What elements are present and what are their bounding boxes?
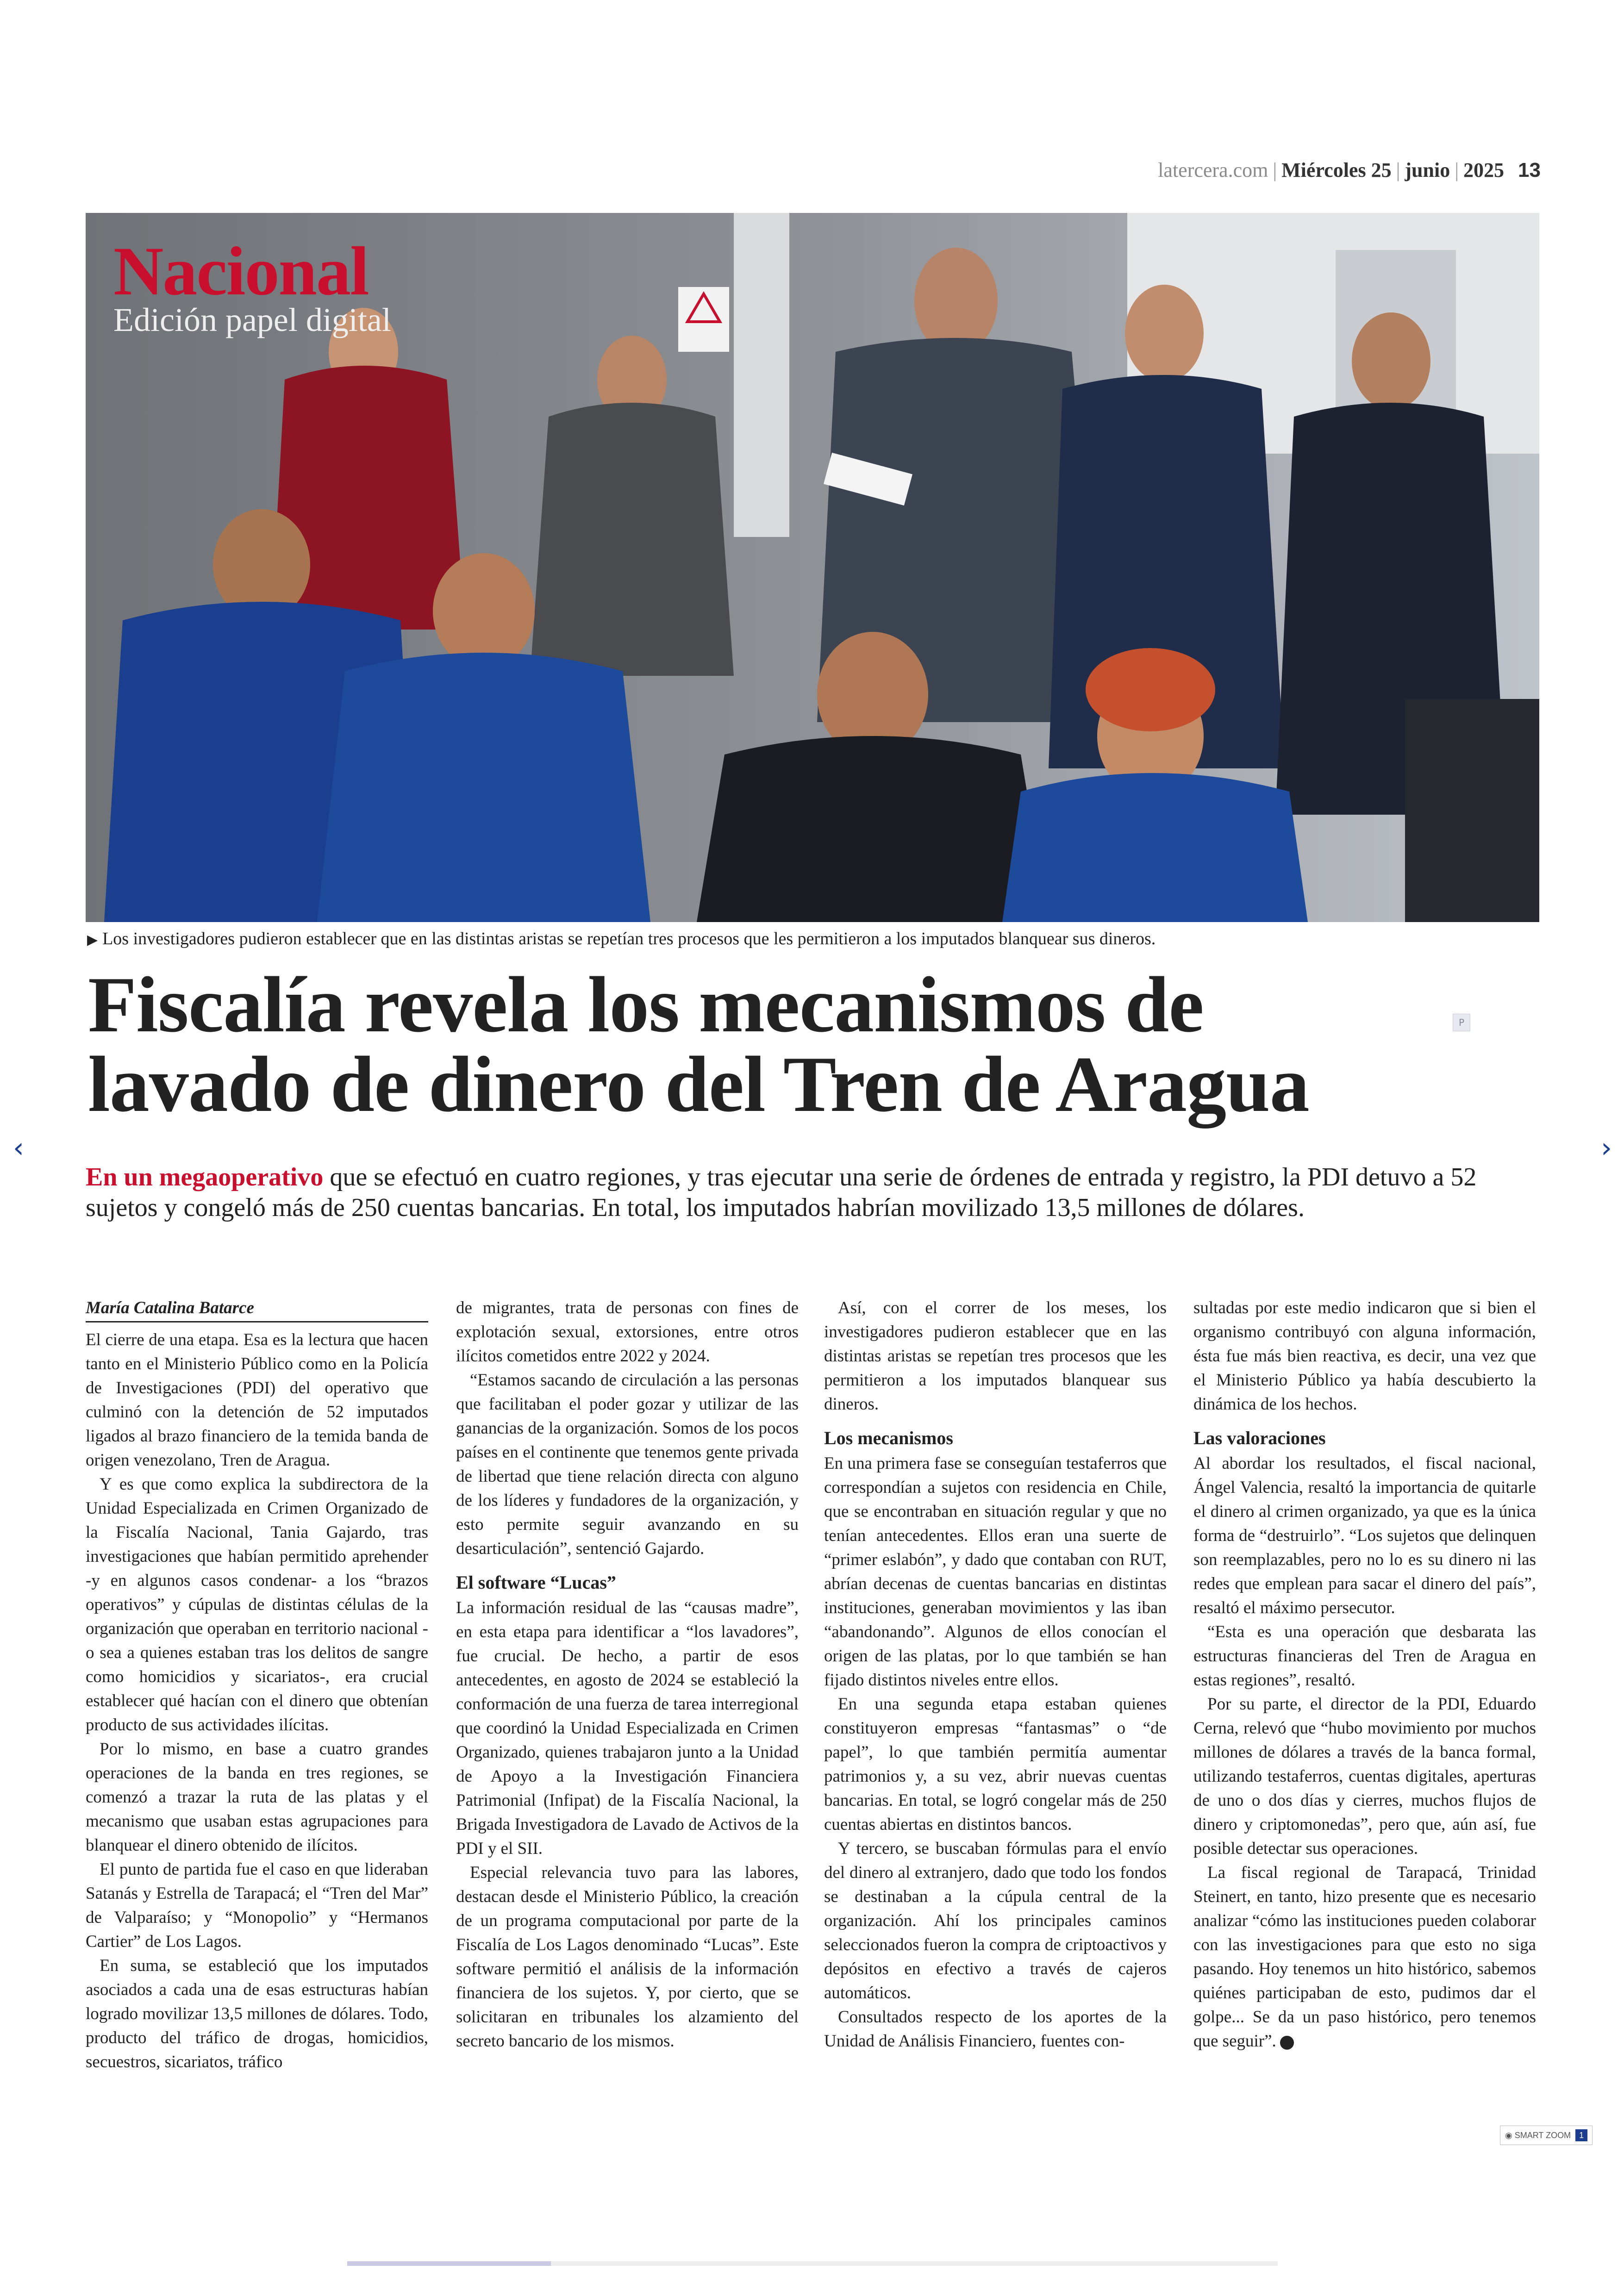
paragraph: “Esta es una operación que desbarata las estructuras financieras del Tren de Aragua en estas regiones”, resaltó. xyxy=(1193,1622,1536,1690)
section-title: Nacional xyxy=(113,233,369,310)
article-column-3 xyxy=(824,1296,1167,2053)
end-mark-icon xyxy=(1280,2036,1294,2050)
lead-accent: En un megaoperativo xyxy=(86,1163,324,1191)
paragraph: Por su parte, el director de la PDI, Eduardo Cerna, relevó que “hubo movimiento por muchos millones de dólares a través de la banca formal, utilizando testaferros, cuentas digitales, aperturas de uno o dos días y cierres, muchos flujos de dinero y criptomonedas”, pero que, aún así, fue posible detectar sus operaciones. xyxy=(1193,1695,1536,1858)
paragraph: Al abordar los resultados, el fiscal nacional, Ángel Valencia, resaltó la importancia de quitarle el dinero al crimen organizado, ya que es la única forma de “destruirlo”. “Los sujetos que delinquen son reemplazables, pero no lo es su dinero ni las redes que emplean para sacar el dinero del país”, resaltó el máximo persecutor. xyxy=(1193,1454,1536,1617)
section-subtitle: Edición papel digital xyxy=(113,301,391,338)
paragraph: La información residual de las “causas madre”, en esta etapa para identificar a “los lavadores”, fue crucial. De hecho, a partir de esos antecedentes, en agosto de 2024 se estableció la conformación de una fuerza de tarea interregional que coordinó la Unidad Especializada en Crimen Organizado, quienes trabajaron junto a la Unidad de Apoyo a la Investigación Financiera Patrimonial (Infipat) de la Fiscalía Nacional, la Brigada Investigadora de Lavado de Activos de la PDI y el SII. xyxy=(456,1598,799,1858)
paragraph: Por lo mismo, en base a cuatro grandes operaciones de la banda en tres regiones, se comenzó a trazar la ruta de las platas y el mecanismo que usaban estas agrupaciones para blanquear el dinero obtenido de ilícitos. xyxy=(86,1740,428,1855)
article-lead xyxy=(86,1162,1539,1223)
scrollbar-thumb[interactable] xyxy=(347,2261,551,2266)
paragraph: El cierre de una etapa. Esa es la lectura que hacen tanto en el Ministerio Público como en la Policía de Investigaciones (PDI) del operativo que culminó con la detención de 52 imputados ligados al brazo financiero de la temida banda de origen venezolano, Tren de Aragua. xyxy=(86,1330,428,1470)
page-indicator: 1 xyxy=(1575,2129,1587,2141)
date-month: junio xyxy=(1405,159,1450,181)
chevron-right-icon[interactable]: › xyxy=(1601,1132,1612,1164)
eye-icon: ◉ xyxy=(1505,2131,1512,2140)
paragraph: En suma, se estableció que los imputados asociados a cada una de esas estructuras habían logrado movilizar 13,5 millones de dólares. Todo, producto del tráfico de drogas, homicidios, secuestros, sicariatos, tráfico xyxy=(86,1956,428,2071)
paragraph: Especial relevancia tuvo para las labores, destacan desde el Ministerio Público, la creación de un programa computacional por parte de la Fiscalía de Los Lagos denominado “Lucas”. Este software permitió el análisis de la información financiera de los sujetos. Y, por cierto, que se solicitaran en tribunales los alzamiento del secreto bancario de los mismos. xyxy=(456,1863,799,2051)
paragraph: En una primera fase se conseguían testaferros que correspondían a sujetos con residencia en Chile, que se encontraban en situación regular y que no tenían antecedentes. Ellos eran una suerte de “primer eslabón”, y dado que contaban con RUT, abrían decenas de cuentas bancarias en distintas instituciones, generaban movimientos y las iban “abandonando”. Algunos de ellos conocían el origen de las platas, por lo que también se han fijado distintos niveles entre ellos. xyxy=(824,1454,1167,1690)
paragraph: “Estamos sacando de circulación a las personas que facilitaban el poder gozar y utilizar de las ganancias de la organización. Somos de los pocos países en el continente que tenemos gente privada de libertad que tiene relación directa con alguno de los líderes y fundadores de la organización, y esto permite seguir avanzando en su desarticulación”, sentenció Gajardo. xyxy=(456,1371,799,1558)
article-column-1 xyxy=(86,1296,428,2074)
paragraph: En una segunda etapa estaban quienes constituyeron empresas “fantasmas” o “de papel”, lo que también permitía aumentar patrimonios y, a su vez, abrir nuevas cuentas bancarias. En total, se logró congelar más de 250 cuentas abiertas en distintos bancos. xyxy=(824,1695,1167,1834)
caption-text: Los investigadores pudieron establecer que en las distintas aristas se repetían tres procesos que les permitieron a los imputados blanquear sus dineros. xyxy=(102,929,1156,948)
article-headline xyxy=(88,961,1430,1129)
paragraph: Y es que como explica la subdirectora de la Unidad Especializada en Crimen Organizado de la Fiscalía Nacional, Tania Gajardo, tras investigaciones que habían permitido aprehender -y en algunos casos condenar- a los “brazos operativos” y cúpulas de distintas células de la organización que operaban en territorio nacional -o sea a quienes estaban tras los delitos de sangre como homicidios y sicariatos-, era crucial establecer qué hacían con el dinero que obtenían producto de sus actividades ilícitas. xyxy=(86,1475,428,1734)
paragraph xyxy=(1193,1861,1536,2053)
byline: María Catalina Batarce xyxy=(86,1296,428,1322)
headline-line-1: Fiscalía revela los mecanismos de xyxy=(88,961,1204,1049)
site-name[interactable]: latercera.com xyxy=(1158,159,1268,181)
hero-photo[interactable] xyxy=(86,213,1539,922)
subhead-software: El software “Lucas” xyxy=(456,1572,616,1593)
photo-caption xyxy=(87,929,1156,949)
headline-line-2: lavado de dinero del Tren de Aragua xyxy=(88,1041,1309,1129)
paragraph: Y tercero, se buscaban fórmulas para el envío del dinero al extranjero, dado que todo los fondos se destinaban a la cúpula central de la organización. Ahí los principales caminos seleccionados fueron la compra de criptoactivos y depósitos en efectivo a través de cajeros automáticos. xyxy=(824,1839,1167,2002)
smart-zoom-button[interactable] xyxy=(1500,2126,1593,2145)
chevron-left-icon[interactable]: ‹ xyxy=(13,1132,24,1164)
paragraph: Así, con el correr de los meses, los investigadores pudieron establecer que en las distintas aristas se repetían tres procesos que les permitieron a los imputados blanquear sus dineros. xyxy=(824,1298,1167,1414)
subhead-mecanismos: Los mecanismos xyxy=(824,1428,953,1448)
date-year: 2025 xyxy=(1463,159,1505,181)
paragraph: Consultados respecto de los aportes de la Unidad de Análisis Financiero, fuentes con- xyxy=(824,2008,1167,2051)
smart-zoom-label: SMART ZOOM xyxy=(1514,2131,1571,2140)
page-header: latercera.com | Miércoles 25 | junio | 2025 13 xyxy=(1158,159,1541,181)
article-column-2 xyxy=(456,1296,799,2053)
lead-text: que se efectuó en cuatro regiones, y tras ejecutar una serie de órdenes de entrada y registro, la PDI detuvo a 52 sujetos y congeló más de 250 cuentas bancarias. En total, los imputados habrían movilizado 13,5 millones de dólares. xyxy=(86,1163,1477,1222)
subhead-valoraciones: Las valoraciones xyxy=(1193,1428,1326,1448)
paragraph: sultadas por este medio indicaron que si bien el organismo contribuyó con alguna información, ésta fue más bien reactiva, es decir, una vez que el Ministerio Público ya había descubierto la dinámica de los hechos. xyxy=(1193,1298,1536,1414)
page-number: 13 xyxy=(1518,159,1541,181)
paragraph: El punto de partida fue el caso en que lideraban Satanás y Estrella de Tarapacá; el “Tren del Mar” de Valparaíso; y “Monopolio” y “Hermanos Cartier” de Los Lagos. xyxy=(86,1860,428,1951)
paragraph-text: La fiscal regional de Tarapacá, Trinidad Steinert, en tanto, hizo presente que es necesario analizar “cómo las instituciones pueden colaborar con las investigaciones para que esto no siga pasando. Hoy tenemos un hito histórico, sabemos quiénes participaban de esto, pudimos dar el golpe... Se da un paso histórico, pero tenemos que seguir”. xyxy=(1193,1863,1536,2051)
caption-arrow-icon: ▶ xyxy=(87,932,98,948)
page-marker-icon[interactable]: P xyxy=(1453,1014,1470,1031)
date-weekday: Miércoles 25 xyxy=(1281,159,1392,181)
article-column-4 xyxy=(1193,1296,1536,2053)
paragraph: de migrantes, trata de personas con fines de explotación sexual, extorsiones, entre otros ilícitos cometidos entre 2022 y 2024. xyxy=(456,1298,799,1366)
